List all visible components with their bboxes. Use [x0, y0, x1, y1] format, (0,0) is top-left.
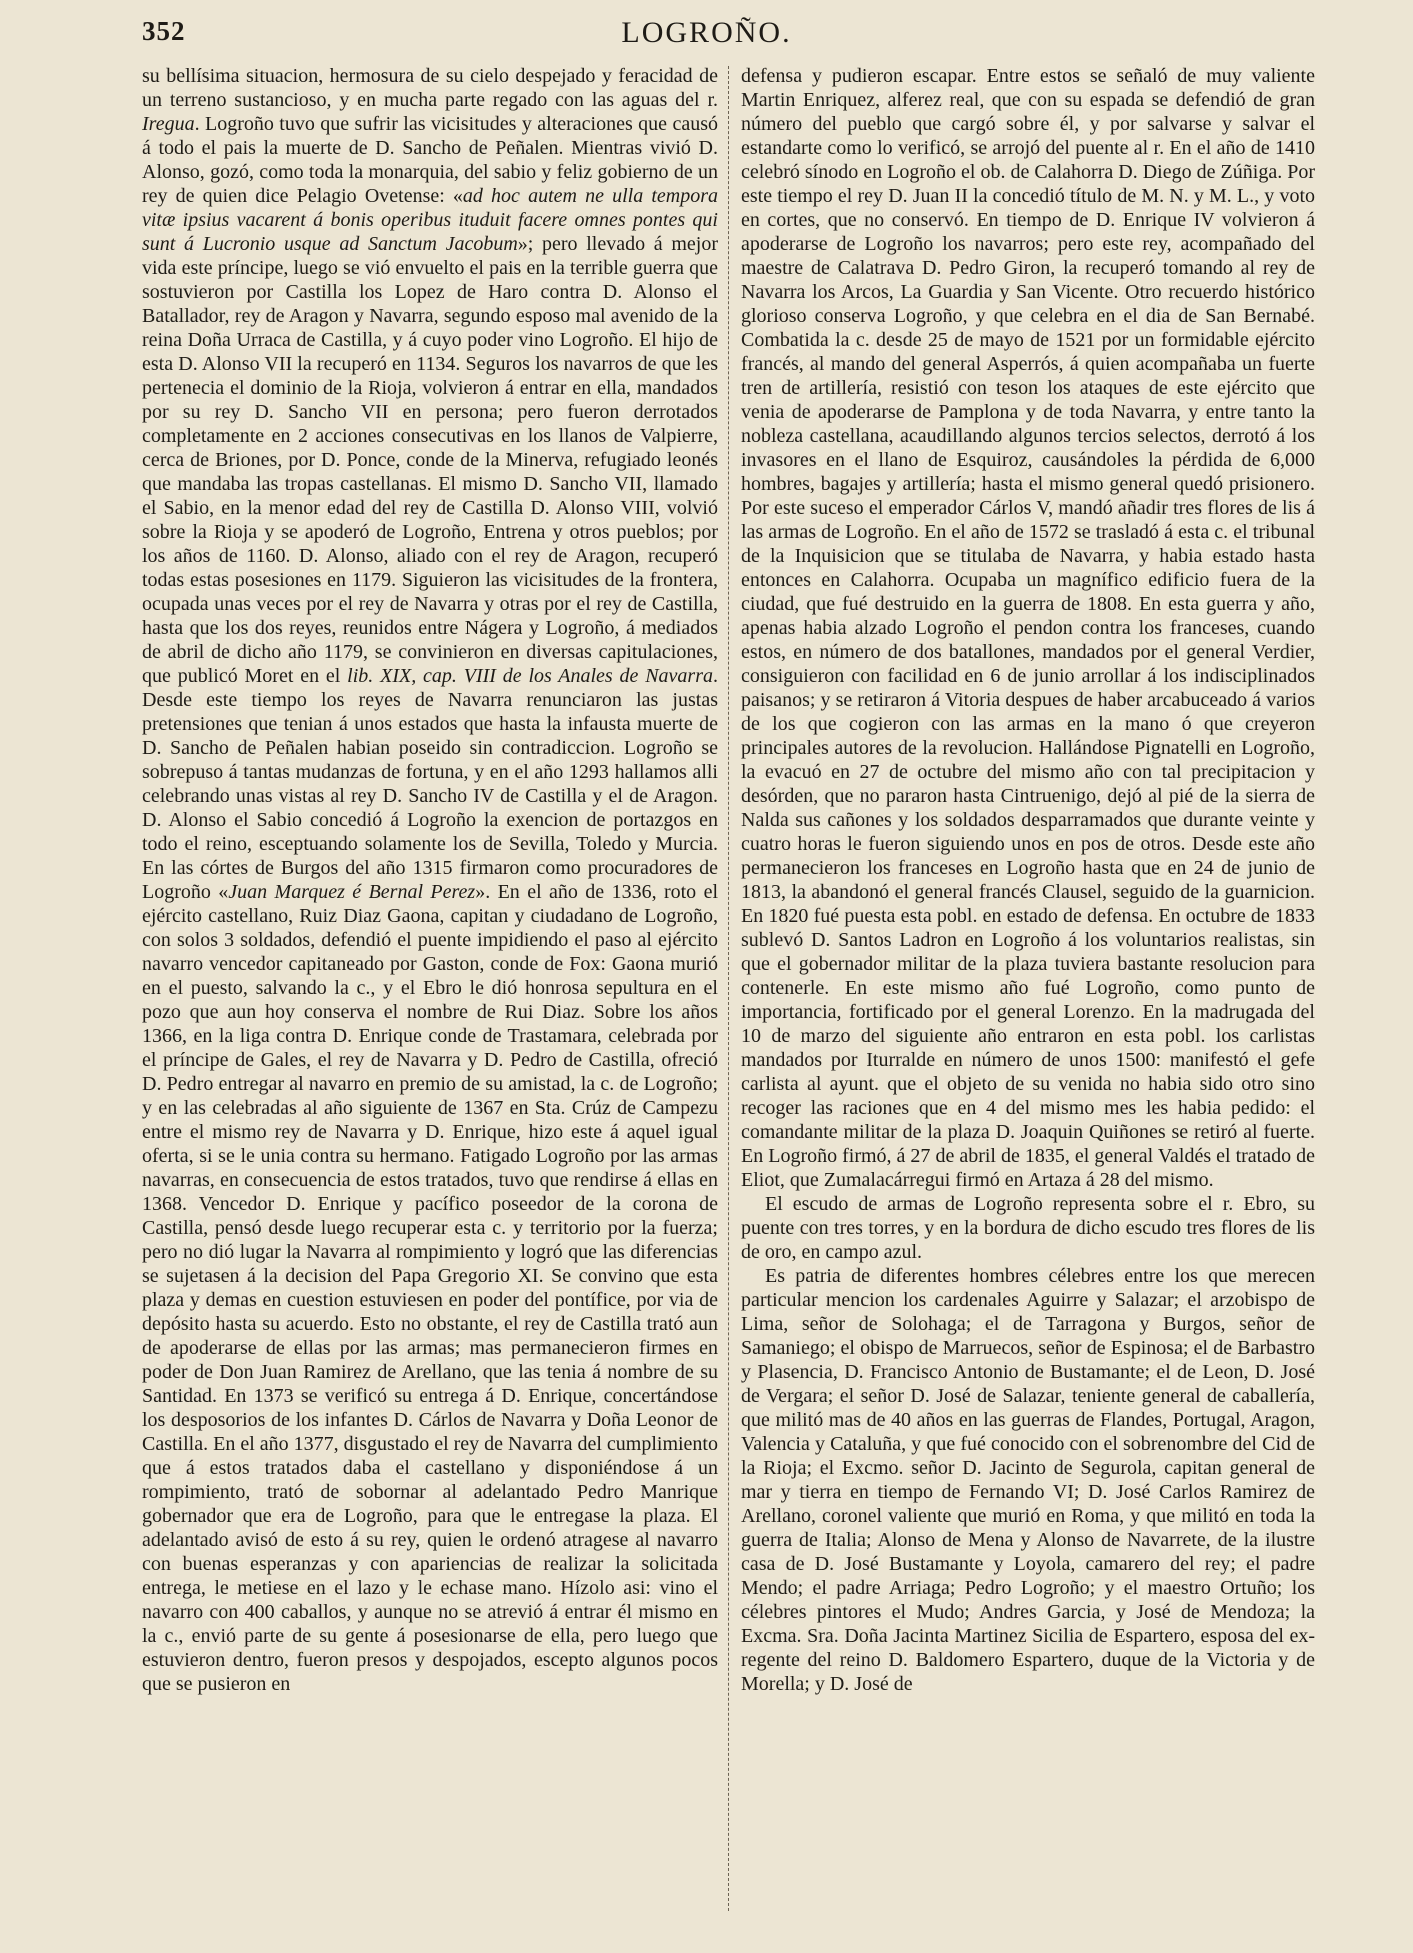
right-paragraph-coat-of-arms: El escudo de armas de Logroño representa sobre el r. Ebro, su puente con tres torres, y en la bordura de dicho escudo tres flores de lis de oro, en campo azul. — [741, 1193, 1315, 1263]
running-head: LOGROÑO. — [621, 16, 792, 49]
right-paragraph-notable-people: Es patria de diferentes hombres célebres entre los que merecen particular mencion los cardenales Aguirre y Salazar; el arzobispo de Lima, señor de Solohaga; el de Tarragona y Burgos, señor de Samaniego; el obispo de Marruecos, señor de Espinosa; el de Barbastro y Plasencia, D. Francisco Antonio de Bustamante; el de Leon, D. José de Vergara; el señor D. José de Salazar, teniente general de caballería, que militó mas de 40 años en las guerras de Flandes, Portugal, Aragon, Valencia y Cataluña, y que fué conocido con el sobrenombre del Cid de la Rioja; el Excmo. señor D. Jacinto de Segurola, capitan general de mar y tierra en tiempo de Fernando VI; D. José Carlos Ramirez de Arellano, coronel valiente que murió en Roma, y que militó en toda la guerra de Italia; Alonso de Mena y Alonso de Navarrete, de la ilustre casa de D. José Bustamante y Loyola, camarero del rey; el padre Mendo; el padre Arriaga; Pedro Logroño; y el maestro Ortuño; los célebres pintores el Mudo; Andres Garcia, y José de Mendoza; la Excma. Sra. Doña Jacinta Martinez Sicilia de Espartero, esposa del ex-regente del reino D. Baldomero Espartero, duque de la Victoria y de Morella; y D. José de — [741, 1265, 1315, 1695]
italic-run: Iregua — [142, 113, 195, 135]
text-run: »; pero llevado á mejor vida este príncipe, luego se vió envuelto el pais en la terrible guerra que sostuvieron por Castilla los Lopez de Haro contra D. Alonso el Batallador, rey de Aragon y Navarra, segundo esposo mal avenido de la reina Doña Urraca de Castilla, y á cuyo poder vino Logroño. El hijo de esta D. Alonso VII la recuperó en 1134. Seguros los navarros de que les pertenecia el dominio de la Rioja, volvieron á entrar en ella, mandados por su rey D. Sancho VII en persona; pero fueron derrotados completamente en 2 acciones consecutivas en los llanos de Valpierre, cerca de Briones, por D. Ponce, conde de la Minerva, refugiado leonés que mandaba las tropas castellanas. El mismo D. Sancho VII, llamado el Sabio, en la menor edad del rey de Castilla D. Alonso VIII, volvió sobre la Rioja y se apoderó de Logroño, Entrena y otros pueblos; por los años de 1160. D. Alonso, aliado con el rey de Aragon, recuperó todas estas posesiones en 1179. Siguieron las vicisitudes de la frontera, ocupada unas veces por el rey de Navarra y otras por el rey de Castilla, hasta que los dos reyes, reunidos entre Nágera y Logroño, á mediados de abril de dicho año 1179, se convinieron en diversas capitulaciones, que publicó Moret en el — [142, 233, 719, 687]
page-number: 352 — [142, 16, 186, 46]
italic-names: Juan Marquez é Bernal Perez — [228, 881, 476, 903]
text-run: su bellísima situacion, hermosura de su cielo despejado y feracidad de un terreno sustancioso, y en mucha parte regado con las aguas del r. — [142, 65, 718, 111]
italic-citation: lib. XIX, cap. VIII de los Anales de Navarra — [347, 665, 713, 687]
right-paragraph-history: defensa y pudieron escapar. Entre estos se señaló de muy valiente Martin Enriquez, alferez real, que con su espada se defendió de gran número del pueblo que cargó sobre él, y por salvarse y salvar el estandarte como lo verificó, se arrojó del puente al r. En el año de 1410 celebró sínodo en Logroño el ob. de Calahorra D. Diego de Zúñiga. Por este tiempo el rey D. Juan II la concedió título de M. N. y M. L., y voto en cortes, que no conservó. En tiempo de D. Enrique IV volvieron á apoderarse de Logroño los navarros; pero este rey, acompañado del maestre de Calatrava D. Pedro Giron, la recuperó tomando al rey de Navarra los Arcos, La Guardia y San Vicente. Otro recuerdo histórico glorioso conserva Logroño, y que celebra en el dia de San Bernabé. Combatida la c. desde 25 de mayo de 1521 por un formidable ejército francés, al mando del general Asperrós, á quien acompañaba un fuerte tren de artillería, resistió con teson los ataques de este ejército que venia de apoderarse de Pamplona y de toda Navarra, y entre tanto la nobleza castellana, acaudillando algunos tercios selectos, derrotó á los invasores en el llano de Esquiroz, causándoles la pérdida de 6,000 hombres, bagajes y artillería; hasta el mismo general quedó prisionero. Por este suceso el emperador Cárlos V, mandó añadir tres flores de lis á las armas de Logroño. En el año de 1572 se trasladó á esta c. el tribunal de la Inquisicion que se titulaba de Navarra, y habia estado hasta entonces en Calahorra. Ocupaba un magnífico edificio fuera de la ciudad, que fué destruido en la guerra de 1808. En esta guerra y año, apenas habia alzado Logroño el pendon contra los franceses, cuando estos, en número de dos batallones, mandados por el general Verdier, consiguieron con facilidad en 6 de junio arrollar á los indisciplinados paisanos; y se retiraron á Vitoria despues de haber arcabuceado á varios de los que cogieron con las armas en la mano ó que creyeron principales autores de la revolucion. Hallándose Pignatelli en Logroño, la evacuó en 27 de octubre del mismo año con tal precipitacion y desórden, que no pararon hasta Cintruenigo, dejó al pié de la sierra de Nalda sus cañones y los soldados desparramados que durante veinte y cuatro horas le fueron siguiendo unos en pos de otros. Desde este año permanecieron los franceses en Logroño hasta que en 24 de junio de 1813, la abandonó el general francés Clausel, seguido de la guarnicion. En 1820 fué puesta esta pobl. en estado de defensa. En octubre de 1833 sublevó D. Santos Ladron en Logroño á los voluntarios realistas, sin que el gobernador militar de la plaza tuviera bastante resolucion para contenerle. En este mismo año fué Logroño, como punto de importancia, fortificado por el general Lorenzo. En la madrugada del 10 de marzo del siguiente año entraron en esta pobl. los carlistas mandados por Iturralde en número de unos 1500: manifestó el gefe carlista al ayunt. que el objeto de su venida no habia sido otro sino recoger las raciones que en 4 del mismo mes les habia pedido: el comandante militar de la plaza D. Joaquin Quiñones se retiró al fuerte. En Logroño firmó, á 27 de abril de 1835, el general Valdés el tratado de Eliot, que Zumalacárregui firmó en Artaza á 28 del mismo. — [741, 65, 1315, 1191]
column-divider — [728, 66, 729, 1911]
italic-quote: ad hoc autem ne ulla tempora vitæ ipsius vacarent á bonis operibus ituduit facere omnes pontes qui sunt á Lucronio usque ad Sanctum Jacobum — [142, 185, 718, 255]
right-column — [741, 64, 1315, 1696]
text-run: . Desde este tiempo los reyes de Navarra renunciaron las justas pretensiones que tenian á unos estados que hasta la infausta muerte de D. Sancho de Peñalen habian poseido sin contradiccion. Logroño se sobrepuso á tantas mudanzas de fortuna, y en el año 1293 hallamos alli celebrando unas vistas al rey D. Sancho IV de Castilla y el de Aragon. D. Alonso el Sabio concedió á Logroño la exencion de portazgos en todo el reino, esceptuando solamente los de Sevilla, Toledo y Murcia. En las córtes de Burgos del año 1315 firmaron como procuradores de Logroño « — [142, 665, 718, 903]
left-paragraph — [142, 64, 718, 1696]
text-run: ». En el año de 1336, roto el ejército castellano, Ruiz Diaz Gaona, capitan y ciudadano de Logroño, con solos 3 soldados, defendió el puente impidiendo el paso al ejército navarro vencedor capitaneado por Gaston, conde de Fox: Gaona murió en el puesto, salvando la c., y el Ebro le dió honrosa sepultura en el pozo que aun hoy conserva el nombre de Rui Diaz. Sobre los años 1366, en la liga contra D. Enrique conde de Trastamara, celebrada por el príncipe de Gales, el rey de Navarra y D. Pedro de Castilla, ofreció D. Pedro entregar al navarro en premio de su amistad, la c. de Logroño; y en las celebradas al año siguiente de 1367 en Sta. Crúz de Campezu entre el mismo rey de Navarra y D. Enrique, hizo este á aquel igual oferta, si se le unia contra su hermano. Fatigado Logroño por las armas navarras, en consecuencia de estos tratados, tuvo que rendirse á ellas en 1368. Vencedor D. Enrique y pacífico poseedor de la corona de Castilla, pensó desde luego recuperar esta c. y territorio por la fuerza; pero no dió lugar la Navarra al rompimiento y logró que las diferencias se sujetasen á la decision del Papa Gregorio XI. Se convino que esta plaza y demas en cuestion estuviesen en poder del pontífice, por via de depósito hasta su acuerdo. Esto no obstante, el rey de Castilla trató aun de apoderarse de ellas por las armas; mas permanecieron firmes en poder de Don Juan Ramirez de Arellano, que las tenia á nombre de su Santidad. En 1373 se verificó su entrega á D. Enrique, concertándose los desposorios de los infantes D. Cárlos de Navarra y Doña Leonor de Castilla. En el año 1377, disgustado el rey de Navarra del cumplimiento que á estos tratados daba el castellano y disponiéndose á un rompimiento, trató de sobornar al adelantado Pedro Manrique gobernador que era de Logroño, para que le entregase la plaza. El adelantado avisó de esto á su rey, quien le ordenó atragese al navarro con buenas esperanzas y con apariencias de realizar la solicitada entrega, le metiese en el lazo y le echase mano. Hízolo asi: vino el navarro con 400 caballos, y aunque no se atrevió á entrar él mismo en la c., envió parte de su gente á posesionarse de ella, pero luego que estuvieron dentro, fueron presos y despojados, escepto algunos pocos que se pusieron en — [142, 881, 719, 1695]
left-column — [142, 64, 718, 1696]
text-run: . Logroño tuvo que sufrir las vicisitudes y alteraciones que causó á todo el pais la muerte de D. Sancho de Peñalen. Mientras vivió D. Alonso, gozó, como toda la monarquia, del sabio y feliz gobierno de un rey de quien dice Pelagio Ovetense: « — [142, 113, 718, 207]
